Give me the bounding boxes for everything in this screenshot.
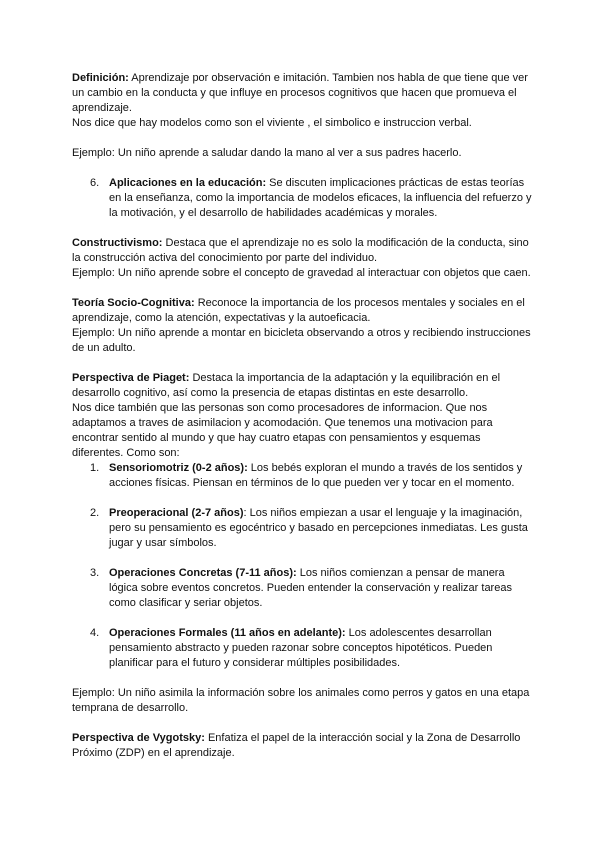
socio-cognitiva-label: Teoría Socio-Cognitiva: (72, 297, 195, 309)
stage-label: Operaciones Concretas (7-11 años): (109, 567, 297, 579)
list-item-stage-1 (72, 461, 534, 491)
ejemplo-saludar: Ejemplo: Un niño aprende a saludar dando la mano al ver a sus padres hacerlo. (72, 147, 462, 159)
definicion-line2: Nos dice que hay modelos como son el viviente , el simbolico e instruccion verbal. (72, 117, 472, 129)
stage-label: Operaciones Formales (11 años en adelante): (109, 627, 346, 639)
stage-text: : Los niños empiezan a usar el lenguaje y la imaginación, pero su pensamiento es egocéntrico y basado en percepciones inmediatas. Les gusta jugar y usar símbolos. (109, 507, 528, 549)
list-number: 4. (90, 627, 100, 639)
socio-cognitiva-text: Reconoce la importancia de los procesos mentales y sociales en el aprendizaje, como la atención, expectativas y la autoeficacia. (72, 297, 525, 324)
list-item-stage-4 (72, 626, 534, 671)
stage-text: Los bebés exploran el mundo a través de los sentidos y acciones físicas. Piensan en términos de lo que pueden ver y tocar en el momento. (109, 462, 523, 489)
list-item-stage-3 (72, 566, 534, 611)
list-number: 2. (90, 507, 100, 519)
piaget-text2: Nos dice también que las personas son como procesadores de informacion. Que nos adaptamos a traves de asimilacion y acomodación. Que tenemos una motivacion para encontrar sentido al mundo y que hay cuatro etapas con pensamientos y esquemas diferentes. Como son: (72, 402, 493, 459)
constructivismo-label: Constructivismo: (72, 237, 163, 249)
list-number: 3. (90, 567, 100, 579)
vygotsky-text: Enfatiza el papel de la interacción social y la Zona de Desarrollo Próximo (ZDP) en el aprendizaje. (72, 732, 521, 759)
vygotsky-paragraph (72, 731, 534, 761)
aplicaciones-text: Se discuten implicaciones prácticas de estas teorías en la enseñanza, como la importancia de modelos eficaces, la influencia del refuerzo y la motivación, y el desarrollo de habilidades académicas y morales. (109, 177, 532, 219)
definicion-paragraph (72, 71, 534, 116)
stage-text: Los niños comienzan a pensar de manera lógica sobre eventos concretos. Pueden entender la conservación y realizar tareas como clasificar y seriar objetos. (109, 567, 512, 609)
socio-cognitiva-ejemplo: Ejemplo: Un niño aprende a montar en bicicleta observando a otros y recibiendo instrucciones de un adulto. (72, 327, 531, 354)
piaget-ejemplo: Ejemplo: Un niño asimila la información sobre los animales como perros y gatos en una etapa temprana de desarrollo. (72, 687, 530, 714)
piaget-text: Destaca la importancia de la adaptación y la equilibración en el desarrollo cognitivo, así como la presencia de etapas distintas en este desarrollo. (72, 372, 501, 399)
constructivismo-paragraph (72, 236, 534, 266)
constructivismo-ejemplo: Ejemplo: Un niño aprende sobre el concepto de gravedad al interactuar con objetos que caen. (72, 267, 531, 279)
definicion-text: Aprendizaje por observación e imitación. Tambien nos habla de que tiene que ver un cambio en la conducta y que influye en procesos cognitivos que hacen que promueva el aprendizaje. (72, 72, 528, 114)
socio-cognitiva-paragraph (72, 296, 534, 326)
stage-label: Sensoriomotriz (0-2 años): (109, 462, 248, 474)
list-number: 1. (90, 462, 100, 474)
stage-label: Preoperacional (2-7 años) (109, 507, 244, 519)
list-item-stage-2 (72, 506, 534, 551)
constructivismo-text: Destaca que el aprendizaje no es solo la modificación de la conducta, sino la construcción activa del conocimiento por parte del individuo. (72, 237, 529, 264)
piaget-paragraph (72, 371, 534, 401)
list-number: 6. (90, 177, 100, 189)
aplicaciones-label: Aplicaciones en la educación: (109, 177, 267, 189)
stage-text: Los adolescentes desarrollan pensamiento abstracto y pueden razonar sobre conceptos hipotéticos. Pueden planificar para el futuro y considerar múltiples posibilidades. (109, 627, 493, 669)
piaget-label: Perspectiva de Piaget: (72, 372, 190, 384)
vygotsky-label: Perspectiva de Vygotsky: (72, 732, 205, 744)
document-content (72, 71, 534, 761)
definicion-label: Definición: (72, 72, 129, 84)
list-item-aplicaciones (72, 176, 534, 221)
